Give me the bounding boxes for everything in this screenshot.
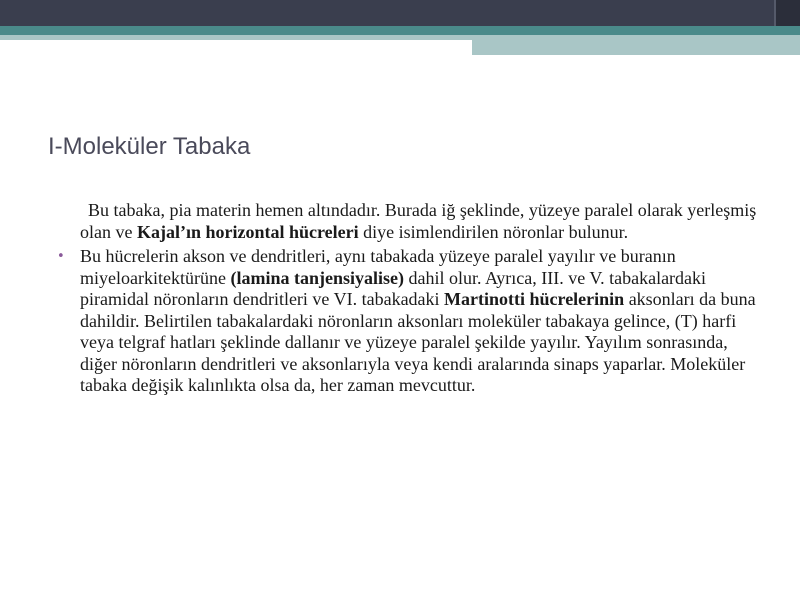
paragraph-bullet-text-2: dahil olur. Ayrıca, III. ve V. tabakalardaki piramidal nöronların dendritleri ve VI. tabakadaki [80, 267, 707, 309]
slide-body [57, 200, 757, 400]
bullet-icon: • [57, 249, 65, 264]
slide-title: I-Moleküler Tabaka [48, 133, 251, 160]
martinotti-cells-term: Martinotti hücrelerinin [444, 289, 625, 309]
kajal-horizontal-cells-term: Kajal’ın horizontal hücreleri [136, 221, 359, 242]
header-corner-accent [774, 0, 800, 26]
paragraph-intro-text-2: diye isimlendirilen nöronlar bulunur. [358, 221, 629, 242]
teal-band [0, 26, 800, 35]
paragraph-intro-text-1: Bu tabaka, pia materin hemen altındadır. Burada iğ şeklinde, yüzeye paralel olarak yerleşmiş olan ve [80, 200, 757, 242]
light-band-right [472, 35, 800, 55]
paragraph-bullet-text-3: aksonları da buna dahildir. Belirtilen tabakalardaki nöronların aksonları moleküler tabakaya gelince, (T) harfi veya telgraf hatları şeklinde dallanır ve yüzeye paralel şekilde yayılır. Yayılım sonrasında, diğer nöronların dendritleri ve aksonlarıyla veya kendi aralarında sinaps yaparlar. Moleküler tabaka değişik kalınlıkta olsa da, her zaman mevcuttur. [80, 289, 756, 395]
light-band-left [0, 35, 472, 40]
paragraph-intro [57, 200, 757, 243]
lamina-tanjensiyalise-term: (lamina tanjensiyalise) [230, 267, 404, 288]
paragraph-bullet-text-1: Bu hücrelerin akson ve dendritleri, aynı tabakada yüzeye paralel yayılır ve buranın miyeloarkitektürüne [80, 246, 676, 288]
header-bar [0, 0, 800, 26]
paragraph-bullet [57, 246, 757, 397]
